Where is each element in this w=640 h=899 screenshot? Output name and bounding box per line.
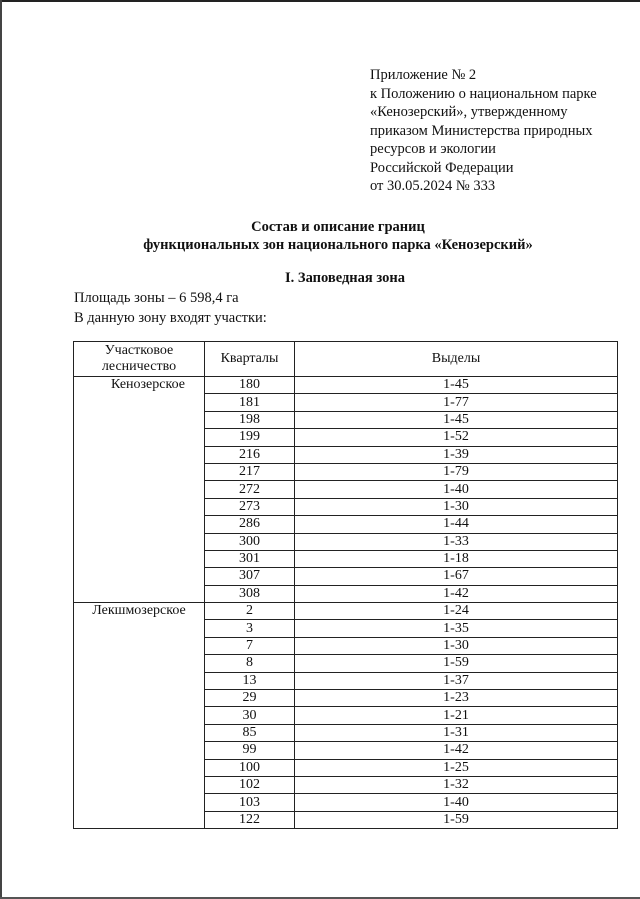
appendix-line: к Положению о национальном парке: [370, 85, 597, 102]
appendix-line: «Кенозерский», утвержденному: [370, 104, 568, 120]
quarter-cell: 85: [205, 724, 295, 741]
quarter-cell: 308: [205, 585, 295, 602]
appendix-line: приказом Министерства природных: [370, 122, 593, 139]
quarter-cell: 300: [205, 533, 295, 550]
appendix-line: от 30.05.2024 № 333: [370, 178, 496, 194]
appendix-line: Приложение № 2: [370, 67, 477, 83]
allotment-cell: 1-44: [295, 516, 618, 533]
quarter-cell: 273: [205, 498, 295, 515]
allotment-cell: 1-45: [295, 377, 618, 394]
appendix-line: ресурсов и экологии: [370, 141, 496, 157]
allotment-cell: 1-52: [295, 429, 618, 446]
allotment-cell: 1-32: [295, 776, 618, 793]
quarter-cell: 29: [205, 690, 295, 707]
zones-table: [73, 341, 618, 829]
document-title: [0, 218, 640, 254]
quarter-cell: 216: [205, 446, 295, 463]
quarter-cell: 30: [205, 707, 295, 724]
section-heading: I. Заповедная зона: [285, 270, 405, 286]
quarter-cell: 8: [205, 655, 295, 672]
zones-table-body: [74, 377, 618, 829]
allotment-cell: 1-45: [295, 411, 618, 428]
appendix-line: Российской Федерации: [370, 159, 514, 176]
quarter-cell: 100: [205, 759, 295, 776]
header-quarters: Кварталы: [205, 342, 295, 377]
allotment-cell: 1-30: [295, 498, 618, 515]
allotment-cell: 1-59: [295, 811, 618, 828]
forestry-cell: Лекшмозерское: [74, 603, 205, 829]
header-allotments: Выделы: [295, 342, 618, 377]
zone-intro: В данную зону входят участки:: [74, 310, 267, 326]
quarter-cell: 180: [205, 377, 295, 394]
title-line-1: Состав и описание границ: [251, 219, 425, 235]
allotment-cell: 1-35: [295, 620, 618, 637]
allotment-cell: 1-40: [295, 481, 618, 498]
quarter-cell: 99: [205, 742, 295, 759]
allotment-cell: 1-59: [295, 655, 618, 672]
quarter-cell: 198: [205, 411, 295, 428]
quarter-cell: 217: [205, 463, 295, 480]
quarter-cell: 301: [205, 550, 295, 567]
quarter-cell: 181: [205, 394, 295, 411]
quarter-cell: 7: [205, 637, 295, 654]
allotment-cell: 1-33: [295, 533, 618, 550]
quarter-cell: 286: [205, 516, 295, 533]
table-header-row: [74, 342, 618, 377]
quarter-cell: 122: [205, 811, 295, 828]
forestry-cell: Кенозерское: [74, 377, 205, 603]
zone-area: Площадь зоны – 6 598,4 га: [74, 290, 239, 306]
zone-info: [74, 288, 267, 328]
scan-edge-top: [0, 0, 640, 2]
allotment-cell: 1-24: [295, 603, 618, 620]
allotment-cell: 1-23: [295, 690, 618, 707]
scan-edge-left: [0, 0, 2, 899]
allotment-cell: 1-39: [295, 446, 618, 463]
title-line-2: функциональных зон национального парка «Кенозерский»: [143, 237, 533, 253]
allotment-cell: 1-25: [295, 759, 618, 776]
quarter-cell: 102: [205, 776, 295, 793]
table-row: [74, 603, 618, 620]
quarter-cell: 199: [205, 429, 295, 446]
quarter-cell: 272: [205, 481, 295, 498]
allotment-cell: 1-21: [295, 707, 618, 724]
allotment-cell: 1-37: [295, 672, 618, 689]
allotment-cell: 1-77: [295, 394, 618, 411]
appendix-block: [370, 66, 630, 196]
allotment-cell: 1-79: [295, 463, 618, 480]
quarter-cell: 2: [205, 603, 295, 620]
quarter-cell: 3: [205, 620, 295, 637]
quarter-cell: 103: [205, 794, 295, 811]
allotment-cell: 1-40: [295, 794, 618, 811]
table-row: [74, 377, 618, 394]
quarter-cell: 13: [205, 672, 295, 689]
allotment-cell: 1-31: [295, 724, 618, 741]
quarter-cell: 307: [205, 568, 295, 585]
allotment-cell: 1-18: [295, 550, 618, 567]
header-forestry: Участковое лесничество: [74, 342, 205, 377]
allotment-cell: 1-67: [295, 568, 618, 585]
allotment-cell: 1-42: [295, 742, 618, 759]
allotment-cell: 1-42: [295, 585, 618, 602]
allotment-cell: 1-30: [295, 637, 618, 654]
